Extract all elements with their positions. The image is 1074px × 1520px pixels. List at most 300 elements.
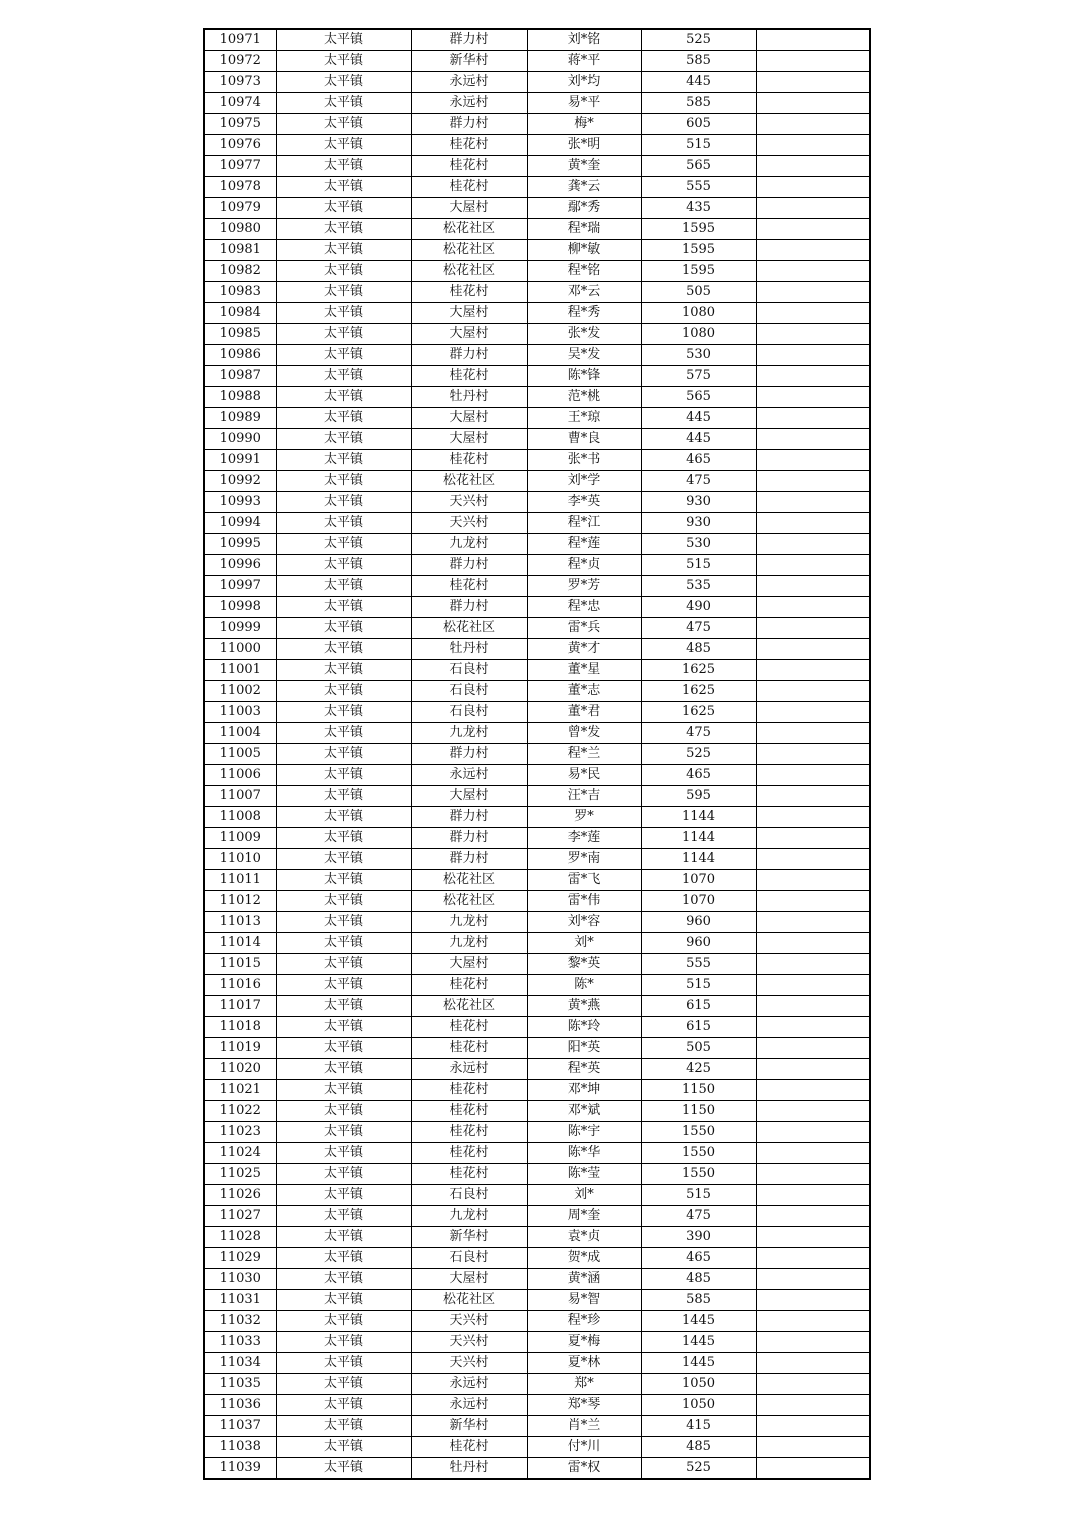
- cell-note: [756, 1038, 870, 1059]
- cell-town: 太平镇: [276, 828, 411, 849]
- cell-amount: 1550: [641, 1164, 756, 1185]
- cell-note: [756, 1101, 870, 1122]
- cell-village: 松花社区: [411, 618, 527, 639]
- cell-amount: 605: [641, 114, 756, 135]
- cell-village: 桂花村: [411, 1122, 527, 1143]
- cell-note: [756, 1059, 870, 1080]
- table-row: [204, 219, 870, 240]
- cell-name: 刘*: [527, 1185, 641, 1206]
- table-row: [204, 702, 870, 723]
- cell-note: [756, 387, 870, 408]
- cell-index: 11021: [204, 1080, 276, 1101]
- cell-name: 雷*飞: [527, 870, 641, 891]
- cell-name: 曹*良: [527, 429, 641, 450]
- table-row: [204, 345, 870, 366]
- cell-amount: 930: [641, 492, 756, 513]
- cell-note: [756, 51, 870, 72]
- cell-village: 石良村: [411, 1185, 527, 1206]
- cell-town: 太平镇: [276, 576, 411, 597]
- cell-amount: 445: [641, 429, 756, 450]
- cell-note: [756, 492, 870, 513]
- cell-index: 10981: [204, 240, 276, 261]
- cell-amount: 555: [641, 954, 756, 975]
- cell-name: 阳*英: [527, 1038, 641, 1059]
- cell-note: [756, 261, 870, 282]
- cell-amount: 515: [641, 975, 756, 996]
- cell-amount: 1550: [641, 1143, 756, 1164]
- cell-town: 太平镇: [276, 1017, 411, 1038]
- cell-note: [756, 198, 870, 219]
- cell-note: [756, 891, 870, 912]
- cell-amount: 1150: [641, 1080, 756, 1101]
- cell-village: 大屋村: [411, 324, 527, 345]
- cell-town: 太平镇: [276, 1290, 411, 1311]
- cell-amount: 930: [641, 513, 756, 534]
- table-row: [204, 135, 870, 156]
- cell-village: 松花社区: [411, 471, 527, 492]
- cell-village: 桂花村: [411, 1164, 527, 1185]
- cell-town: 太平镇: [276, 135, 411, 156]
- cell-index: 11035: [204, 1374, 276, 1395]
- cell-town: 太平镇: [276, 240, 411, 261]
- cell-amount: 585: [641, 93, 756, 114]
- cell-village: 永远村: [411, 765, 527, 786]
- cell-amount: 1050: [641, 1395, 756, 1416]
- cell-amount: 1050: [641, 1374, 756, 1395]
- cell-note: [756, 93, 870, 114]
- cell-town: 太平镇: [276, 114, 411, 135]
- table-row: [204, 618, 870, 639]
- cell-name: 曾*发: [527, 723, 641, 744]
- cell-name: 付*川: [527, 1437, 641, 1458]
- table-row: [204, 177, 870, 198]
- cell-index: 11017: [204, 996, 276, 1017]
- cell-index: 11030: [204, 1269, 276, 1290]
- cell-note: [756, 1458, 870, 1480]
- cell-note: [756, 555, 870, 576]
- cell-amount: 475: [641, 618, 756, 639]
- cell-village: 大屋村: [411, 198, 527, 219]
- cell-town: 太平镇: [276, 597, 411, 618]
- cell-village: 群力村: [411, 114, 527, 135]
- cell-town: 太平镇: [276, 849, 411, 870]
- cell-name: 易*民: [527, 765, 641, 786]
- table-row: [204, 1080, 870, 1101]
- table-row: [204, 891, 870, 912]
- cell-note: [756, 1374, 870, 1395]
- cell-note: [756, 1143, 870, 1164]
- cell-index: 11005: [204, 744, 276, 765]
- cell-name: 鄢*秀: [527, 198, 641, 219]
- cell-note: [756, 345, 870, 366]
- cell-village: 桂花村: [411, 975, 527, 996]
- cell-index: 10990: [204, 429, 276, 450]
- cell-amount: 1625: [641, 702, 756, 723]
- cell-amount: 415: [641, 1416, 756, 1437]
- cell-name: 张*明: [527, 135, 641, 156]
- cell-name: 柳*敏: [527, 240, 641, 261]
- cell-village: 大屋村: [411, 786, 527, 807]
- cell-note: [756, 576, 870, 597]
- cell-name: 夏*梅: [527, 1332, 641, 1353]
- cell-index: 11028: [204, 1227, 276, 1248]
- cell-name: 肖*兰: [527, 1416, 641, 1437]
- cell-village: 桂花村: [411, 1017, 527, 1038]
- cell-amount: 1070: [641, 870, 756, 891]
- cell-note: [756, 177, 870, 198]
- table-row: [204, 450, 870, 471]
- table-body: [204, 29, 870, 1479]
- cell-village: 牡丹村: [411, 387, 527, 408]
- cell-amount: 575: [641, 366, 756, 387]
- cell-index: 11012: [204, 891, 276, 912]
- cell-amount: 525: [641, 744, 756, 765]
- cell-note: [756, 996, 870, 1017]
- cell-name: 罗*南: [527, 849, 641, 870]
- cell-note: [756, 29, 870, 51]
- cell-name: 刘*学: [527, 471, 641, 492]
- cell-index: 11014: [204, 933, 276, 954]
- cell-name: 刘*容: [527, 912, 641, 933]
- cell-amount: 475: [641, 723, 756, 744]
- cell-amount: 565: [641, 387, 756, 408]
- cell-village: 群力村: [411, 597, 527, 618]
- table-row: [204, 1038, 870, 1059]
- cell-note: [756, 744, 870, 765]
- table-row: [204, 975, 870, 996]
- cell-index: 11039: [204, 1458, 276, 1480]
- cell-amount: 585: [641, 1290, 756, 1311]
- cell-name: 董*君: [527, 702, 641, 723]
- table-row: [204, 765, 870, 786]
- cell-name: 李*英: [527, 492, 641, 513]
- table-row: [204, 576, 870, 597]
- cell-amount: 525: [641, 1458, 756, 1480]
- cell-note: [756, 807, 870, 828]
- cell-amount: 435: [641, 198, 756, 219]
- cell-name: 黄*奎: [527, 156, 641, 177]
- cell-note: [756, 1395, 870, 1416]
- cell-amount: 565: [641, 156, 756, 177]
- cell-village: 群力村: [411, 807, 527, 828]
- cell-note: [756, 1311, 870, 1332]
- cell-name: 程*珍: [527, 1311, 641, 1332]
- table-row: [204, 954, 870, 975]
- cell-name: 程*英: [527, 1059, 641, 1080]
- cell-note: [756, 954, 870, 975]
- cell-town: 太平镇: [276, 93, 411, 114]
- table-row: [204, 1227, 870, 1248]
- cell-index: 10983: [204, 282, 276, 303]
- cell-name: 程*兰: [527, 744, 641, 765]
- cell-village: 石良村: [411, 660, 527, 681]
- cell-index: 11018: [204, 1017, 276, 1038]
- cell-index: 11008: [204, 807, 276, 828]
- cell-town: 太平镇: [276, 1101, 411, 1122]
- cell-index: 11020: [204, 1059, 276, 1080]
- cell-note: [756, 366, 870, 387]
- cell-name: 罗*芳: [527, 576, 641, 597]
- cell-index: 11036: [204, 1395, 276, 1416]
- cell-village: 松花社区: [411, 996, 527, 1017]
- cell-index: 11010: [204, 849, 276, 870]
- cell-name: 黎*英: [527, 954, 641, 975]
- table-row: [204, 744, 870, 765]
- table-row: [204, 1458, 870, 1480]
- table-row: [204, 1101, 870, 1122]
- cell-village: 永远村: [411, 72, 527, 93]
- cell-index: 11015: [204, 954, 276, 975]
- cell-village: 桂花村: [411, 282, 527, 303]
- cell-index: 11013: [204, 912, 276, 933]
- cell-amount: 465: [641, 765, 756, 786]
- cell-amount: 585: [641, 51, 756, 72]
- table-row: [204, 1374, 870, 1395]
- cell-town: 太平镇: [276, 555, 411, 576]
- cell-amount: 475: [641, 1206, 756, 1227]
- cell-index: 11032: [204, 1311, 276, 1332]
- cell-village: 天兴村: [411, 1332, 527, 1353]
- cell-village: 天兴村: [411, 492, 527, 513]
- cell-village: 松花社区: [411, 870, 527, 891]
- cell-note: [756, 933, 870, 954]
- cell-name: 罗*: [527, 807, 641, 828]
- cell-name: 范*桃: [527, 387, 641, 408]
- cell-note: [756, 324, 870, 345]
- cell-town: 太平镇: [276, 660, 411, 681]
- cell-amount: 960: [641, 933, 756, 954]
- cell-amount: 515: [641, 135, 756, 156]
- cell-index: 10982: [204, 261, 276, 282]
- cell-amount: 505: [641, 282, 756, 303]
- cell-index: 10987: [204, 366, 276, 387]
- cell-index: 11023: [204, 1122, 276, 1143]
- cell-name: 张*书: [527, 450, 641, 471]
- cell-name: 邓*斌: [527, 1101, 641, 1122]
- cell-amount: 1595: [641, 219, 756, 240]
- cell-town: 太平镇: [276, 198, 411, 219]
- cell-town: 太平镇: [276, 219, 411, 240]
- table-row: [204, 1395, 870, 1416]
- cell-note: [756, 870, 870, 891]
- cell-amount: 390: [641, 1227, 756, 1248]
- table-row: [204, 51, 870, 72]
- cell-town: 太平镇: [276, 534, 411, 555]
- cell-town: 太平镇: [276, 681, 411, 702]
- cell-amount: 1445: [641, 1353, 756, 1374]
- cell-town: 太平镇: [276, 618, 411, 639]
- cell-index: 10989: [204, 408, 276, 429]
- cell-note: [756, 135, 870, 156]
- cell-name: 李*莲: [527, 828, 641, 849]
- cell-town: 太平镇: [276, 177, 411, 198]
- cell-village: 桂花村: [411, 576, 527, 597]
- cell-index: 11037: [204, 1416, 276, 1437]
- table-row: [204, 555, 870, 576]
- table-row: [204, 198, 870, 219]
- table-row: [204, 723, 870, 744]
- cell-amount: 1070: [641, 891, 756, 912]
- cell-name: 龚*云: [527, 177, 641, 198]
- cell-town: 太平镇: [276, 891, 411, 912]
- cell-amount: 1445: [641, 1332, 756, 1353]
- cell-village: 桂花村: [411, 177, 527, 198]
- cell-amount: 1144: [641, 828, 756, 849]
- cell-index: 10980: [204, 219, 276, 240]
- table-row: [204, 996, 870, 1017]
- cell-name: 张*发: [527, 324, 641, 345]
- cell-index: 10998: [204, 597, 276, 618]
- cell-note: [756, 1164, 870, 1185]
- cell-name: 王*琼: [527, 408, 641, 429]
- cell-village: 永远村: [411, 1395, 527, 1416]
- cell-amount: 530: [641, 534, 756, 555]
- cell-amount: 465: [641, 1248, 756, 1269]
- cell-amount: 425: [641, 1059, 756, 1080]
- cell-name: 黄*燕: [527, 996, 641, 1017]
- cell-village: 松花社区: [411, 891, 527, 912]
- cell-village: 群力村: [411, 29, 527, 51]
- cell-town: 太平镇: [276, 1311, 411, 1332]
- cell-note: [756, 765, 870, 786]
- cell-index: 10995: [204, 534, 276, 555]
- cell-note: [756, 1248, 870, 1269]
- cell-amount: 465: [641, 450, 756, 471]
- cell-index: 10984: [204, 303, 276, 324]
- cell-name: 刘*: [527, 933, 641, 954]
- cell-note: [756, 1353, 870, 1374]
- table-row: [204, 492, 870, 513]
- cell-name: 程*贞: [527, 555, 641, 576]
- cell-note: [756, 786, 870, 807]
- cell-name: 陈*宇: [527, 1122, 641, 1143]
- cell-note: [756, 72, 870, 93]
- table-row: [204, 513, 870, 534]
- table-row: [204, 240, 870, 261]
- table-row: [204, 1416, 870, 1437]
- cell-name: 易*智: [527, 1290, 641, 1311]
- cell-town: 太平镇: [276, 51, 411, 72]
- cell-index: 10978: [204, 177, 276, 198]
- cell-index: 10975: [204, 114, 276, 135]
- cell-name: 贺*成: [527, 1248, 641, 1269]
- cell-amount: 1625: [641, 660, 756, 681]
- cell-amount: 1625: [641, 681, 756, 702]
- cell-index: 10976: [204, 135, 276, 156]
- table-row: [204, 261, 870, 282]
- table-row: [204, 156, 870, 177]
- cell-note: [756, 681, 870, 702]
- table-row: [204, 387, 870, 408]
- cell-village: 石良村: [411, 1248, 527, 1269]
- cell-index: 11016: [204, 975, 276, 996]
- table-row: [204, 1437, 870, 1458]
- table-row: [204, 849, 870, 870]
- cell-town: 太平镇: [276, 1038, 411, 1059]
- cell-village: 桂花村: [411, 1101, 527, 1122]
- cell-town: 太平镇: [276, 1353, 411, 1374]
- cell-town: 太平镇: [276, 1122, 411, 1143]
- cell-town: 太平镇: [276, 72, 411, 93]
- cell-village: 松花社区: [411, 240, 527, 261]
- cell-note: [756, 429, 870, 450]
- table-row: [204, 1311, 870, 1332]
- cell-amount: 1080: [641, 324, 756, 345]
- cell-town: 太平镇: [276, 450, 411, 471]
- cell-index: 11002: [204, 681, 276, 702]
- cell-note: [756, 618, 870, 639]
- cell-amount: 1080: [641, 303, 756, 324]
- cell-village: 大屋村: [411, 1269, 527, 1290]
- cell-index: 10991: [204, 450, 276, 471]
- cell-village: 松花社区: [411, 219, 527, 240]
- cell-index: 10971: [204, 29, 276, 51]
- table-row: [204, 912, 870, 933]
- cell-town: 太平镇: [276, 156, 411, 177]
- cell-name: 夏*林: [527, 1353, 641, 1374]
- cell-village: 九龙村: [411, 534, 527, 555]
- cell-amount: 960: [641, 912, 756, 933]
- cell-town: 太平镇: [276, 471, 411, 492]
- cell-name: 陈*莹: [527, 1164, 641, 1185]
- cell-name: 程*秀: [527, 303, 641, 324]
- cell-village: 新华村: [411, 51, 527, 72]
- cell-village: 群力村: [411, 849, 527, 870]
- cell-index: 10994: [204, 513, 276, 534]
- cell-village: 天兴村: [411, 1311, 527, 1332]
- cell-village: 大屋村: [411, 954, 527, 975]
- table-row: [204, 786, 870, 807]
- cell-village: 大屋村: [411, 408, 527, 429]
- cell-village: 九龙村: [411, 912, 527, 933]
- table-row: [204, 366, 870, 387]
- cell-index: 10997: [204, 576, 276, 597]
- cell-index: 11025: [204, 1164, 276, 1185]
- cell-note: [756, 828, 870, 849]
- cell-village: 永远村: [411, 1374, 527, 1395]
- cell-index: 11033: [204, 1332, 276, 1353]
- cell-town: 太平镇: [276, 723, 411, 744]
- cell-note: [756, 156, 870, 177]
- cell-town: 太平镇: [276, 513, 411, 534]
- cell-note: [756, 723, 870, 744]
- cell-name: 程*莲: [527, 534, 641, 555]
- table-row: [204, 597, 870, 618]
- cell-amount: 1445: [641, 1311, 756, 1332]
- cell-town: 太平镇: [276, 975, 411, 996]
- cell-note: [756, 702, 870, 723]
- cell-index: 10973: [204, 72, 276, 93]
- cell-index: 11006: [204, 765, 276, 786]
- cell-town: 太平镇: [276, 1332, 411, 1353]
- cell-village: 新华村: [411, 1227, 527, 1248]
- cell-name: 黄*涵: [527, 1269, 641, 1290]
- cell-note: [756, 660, 870, 681]
- cell-town: 太平镇: [276, 429, 411, 450]
- cell-amount: 1595: [641, 261, 756, 282]
- cell-name: 陈*锋: [527, 366, 641, 387]
- cell-note: [756, 513, 870, 534]
- table-row: [204, 282, 870, 303]
- cell-village: 牡丹村: [411, 1458, 527, 1480]
- cell-note: [756, 597, 870, 618]
- cell-index: 11009: [204, 828, 276, 849]
- table-row: [204, 1164, 870, 1185]
- cell-note: [756, 282, 870, 303]
- cell-amount: 445: [641, 408, 756, 429]
- cell-note: [756, 219, 870, 240]
- table-row: [204, 807, 870, 828]
